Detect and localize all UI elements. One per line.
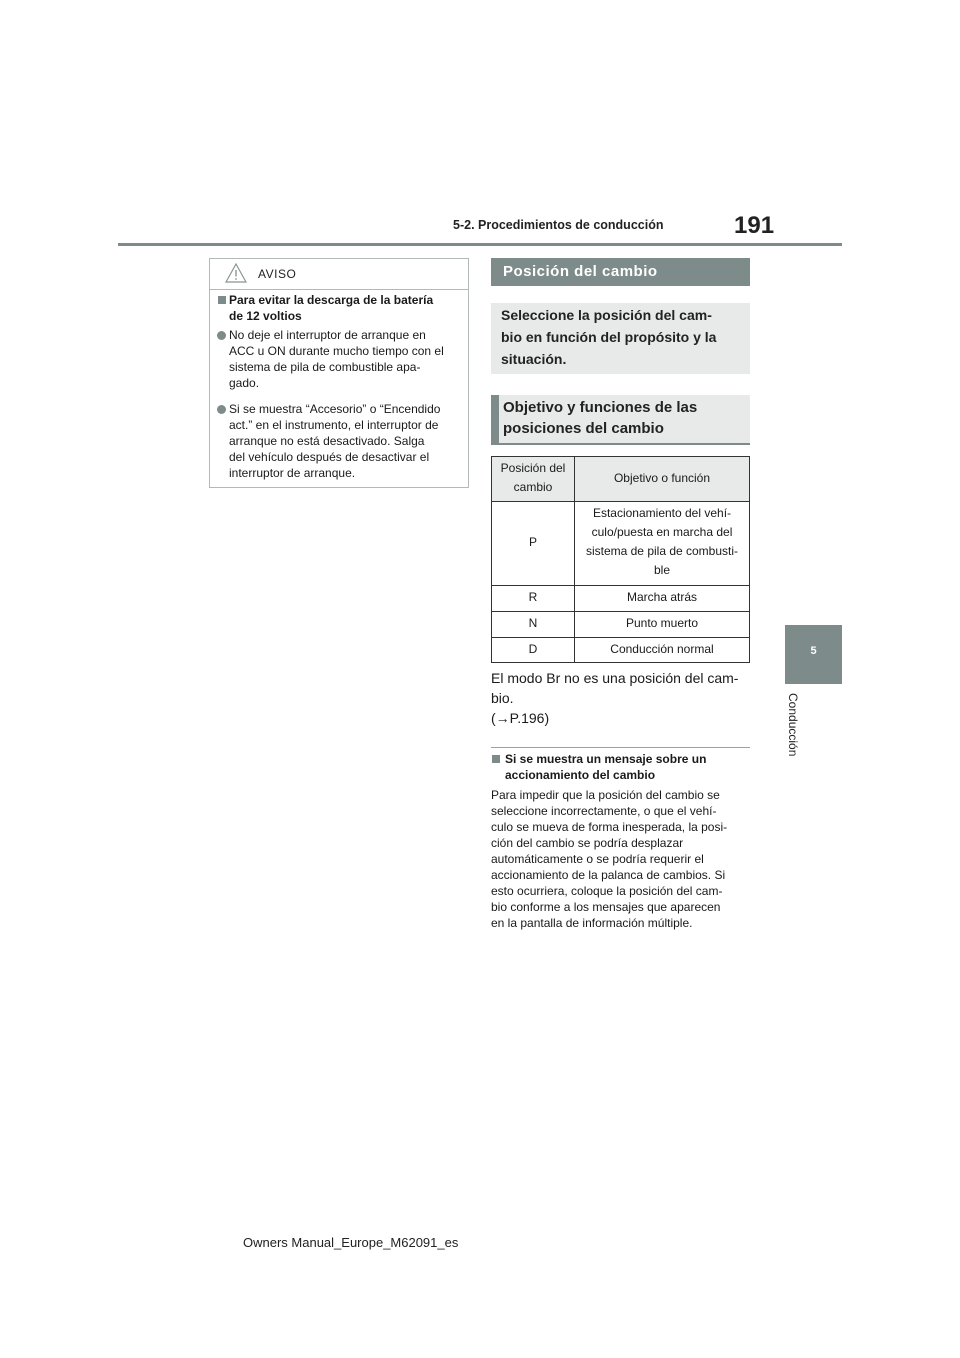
- table-cell-position: N: [528, 616, 538, 630]
- table-cell-function: ble: [653, 563, 670, 577]
- intro-line: situación.: [501, 351, 567, 367]
- message-body-line: bio conforme a los mensajes que aparecen: [491, 900, 721, 914]
- message-body-line: culo se mueva de forma inesperada, la posi-: [491, 820, 728, 834]
- section-header: 5-2. Procedimientos de conducción: [453, 218, 664, 232]
- table-cell-position: D: [528, 642, 538, 656]
- intro-box: [491, 303, 750, 374]
- warning-bullet1-line: sistema de pila de combustible apa-: [229, 360, 421, 374]
- section-title: Posición del cambio: [503, 263, 658, 280]
- subheading-bar: [491, 395, 499, 445]
- page-reference-link[interactable]: (→P.196): [491, 710, 550, 726]
- subheading-line: Objetivo y funciones de las: [503, 399, 698, 416]
- warning-bullet2-line: del vehículo después de desactivar el: [229, 450, 430, 464]
- message-body-line: en la pantalla de información múltiple.: [491, 916, 693, 930]
- chapter-label-text: Conducción: [786, 693, 800, 757]
- message-body-line: ción del cambio se podría desplazar: [491, 836, 684, 850]
- warning-bullet1-line: No deje el interruptor de arranque en: [229, 328, 426, 342]
- table-header-cell: Objetivo o función: [613, 471, 711, 485]
- warning-bullet1-line: gado.: [229, 376, 260, 390]
- table-header-cell: cambio: [513, 480, 553, 494]
- table-header-cell: Posición del: [500, 461, 566, 475]
- warning-bullet2-line: Si se muestra “Accesorio” o “Encendido: [229, 402, 441, 416]
- subheading-line: posiciones del cambio: [503, 420, 664, 437]
- subheading: [491, 395, 750, 445]
- warning-bullet1-line: ACC u ON durante mucho tiempo con el: [229, 344, 444, 358]
- table-column-divider: [574, 457, 575, 662]
- header-rule: [118, 243, 842, 246]
- intro-line: bio en función del propósito y la: [501, 329, 717, 345]
- section-title-band: [491, 258, 750, 286]
- table-cell-function: Estacionamiento del vehí-: [592, 506, 732, 520]
- table-cell-function: Punto muerto: [625, 616, 699, 630]
- warning-heading-line: de 12 voltios: [229, 309, 302, 323]
- page-number: 191: [734, 212, 775, 239]
- footer-doc-id: Owners Manual_Europe_M62091_es: [243, 1235, 459, 1250]
- message-heading-line: accionamiento del cambio: [505, 768, 656, 782]
- warning-triangle-icon: [225, 263, 247, 283]
- table-cell-function: Marcha atrás: [626, 590, 698, 604]
- warning-bullet2-line: act.” en el instrumento, el interruptor de: [229, 418, 439, 432]
- table-cell-function: sistema de pila de combusti-: [585, 544, 739, 558]
- warning-title: AVISO: [258, 267, 297, 281]
- table-cell-function: Conducción normal: [610, 642, 714, 656]
- warning-heading-square-icon: [218, 296, 226, 304]
- bullet-dot-icon: [217, 331, 226, 340]
- subheading-rule: [499, 443, 750, 445]
- chapter-label: [786, 693, 804, 773]
- message-body-line: esto ocurriera, coloque la posición del cam-: [491, 884, 723, 898]
- message-heading-line: Si se muestra un mensaje sobre un: [505, 752, 707, 766]
- note-line: bio.: [491, 690, 514, 706]
- intro-line: Seleccione la posición del cam-: [501, 307, 712, 323]
- note-line: El modo Br no es una posición del cam-: [491, 670, 739, 686]
- table-cell-position: R: [528, 590, 538, 604]
- message-body-line: accionamiento de la palanca de cambios. Si: [491, 868, 726, 882]
- warning-bullet2-line: interruptor de arranque.: [229, 466, 356, 480]
- warning-heading-line: Para evitar la descarga de la batería: [229, 293, 434, 307]
- chapter-tab-number: 5: [810, 645, 817, 657]
- message-heading-square-icon: [492, 755, 500, 763]
- table-row-divider: [492, 637, 749, 638]
- chapter-tab: [785, 625, 842, 684]
- table-cell-function: culo/puesta en marcha del: [591, 525, 733, 539]
- message-body-line: seleccione incorrectamente, o que el vehí-: [491, 804, 717, 818]
- message-body-line: Para impedir que la posición del cambio se: [491, 788, 720, 802]
- warning-header: [210, 259, 468, 290]
- divider-line: [491, 747, 750, 748]
- table-row-divider: [492, 611, 749, 612]
- message-body-line: automáticamente o se podría requerir el: [491, 852, 704, 866]
- table-cell-position: P: [528, 535, 537, 549]
- shift-position-table: [491, 456, 750, 663]
- warning-box: [209, 258, 469, 488]
- bullet-dot-icon: [217, 405, 226, 414]
- warning-bullet2-line: arranque no está desactivado. Salga: [229, 434, 425, 448]
- table-row-divider: [492, 585, 749, 586]
